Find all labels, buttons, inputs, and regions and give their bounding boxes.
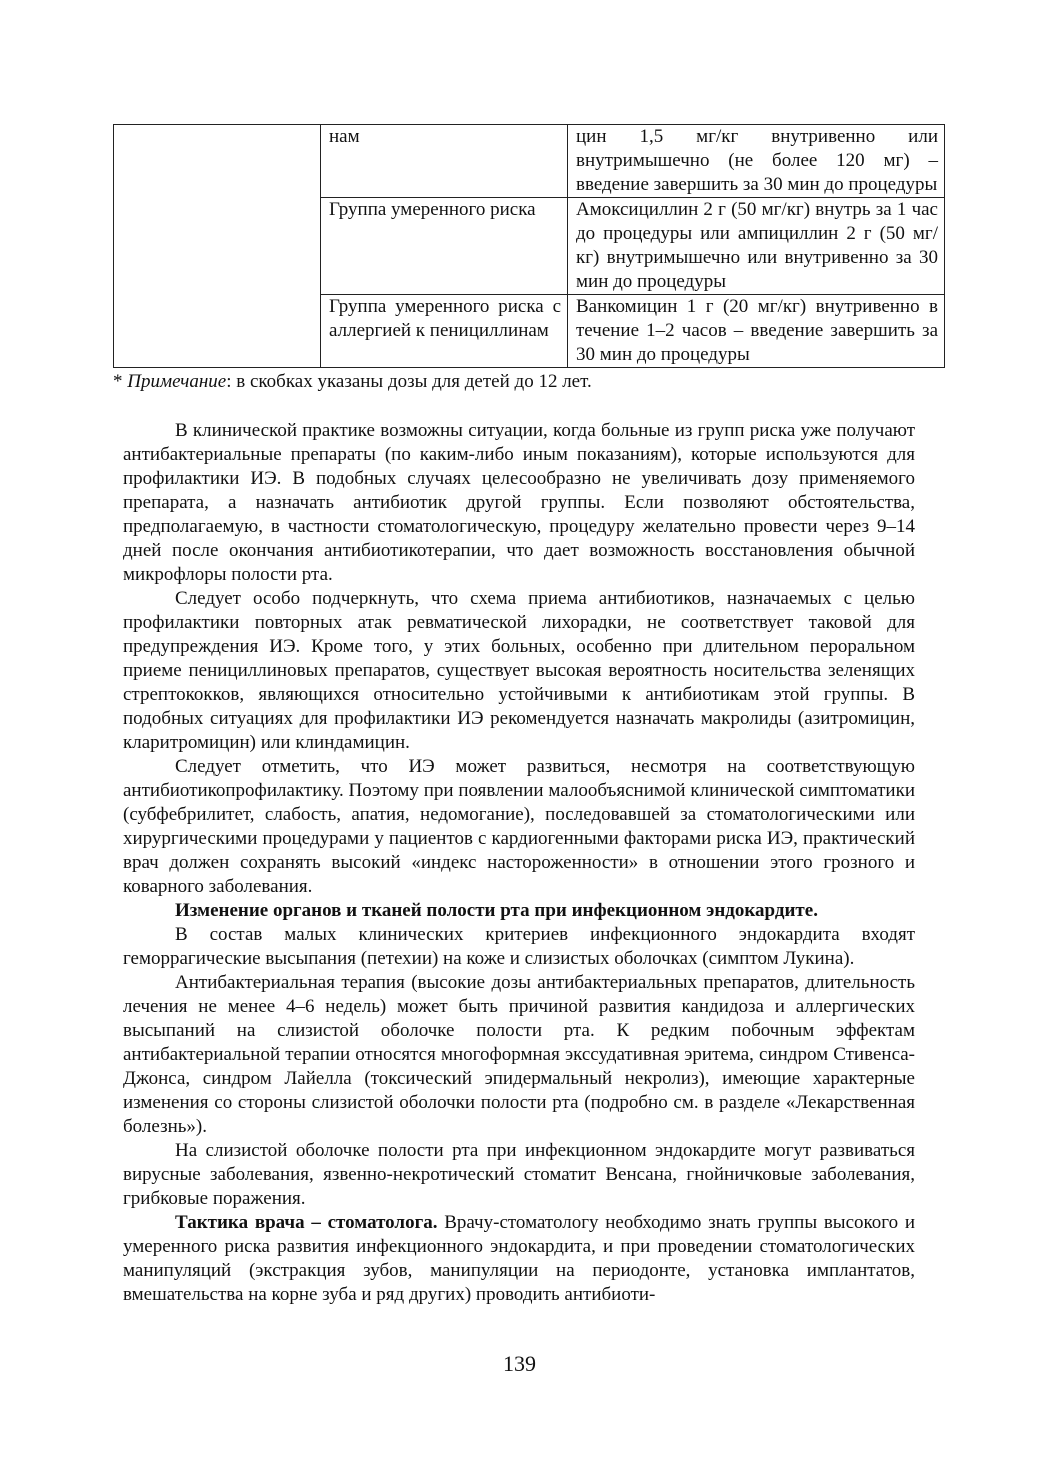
paragraph	[123, 1211, 915, 1307]
regimen-cell: цин 1,5 мг/кг внутривенно или внутримышечно (не более 120 мг) – введение завершить за 30 мин до процедуры	[568, 125, 945, 198]
body-text	[123, 419, 915, 1307]
paragraph: В клинической практике возможны ситуации, когда больные из групп риска уже получают антибактериальные препараты (по каким-либо иным показаниям), которые используются для профилактики ИЭ. В подобных случаях целесообразно не увеличивать дозу применяемого препарата, а назначать антибиотик другой группы. Если позволяют обстоятельства, предполагаемую, в частности стоматологическую, процедуру желательно провести через 9–14 дней после окончания антибиотикотерапии, что дает возможность восстановления обычной микрофлоры полости рта.	[123, 420, 915, 585]
paragraph: Следует особо подчеркнуть, что схема приема антибиотиков, назначаемых с целью профилактики повторных атак ревматической лихорадки, не соответствует таковой для предупреждения ИЭ. Кроме того, у этих больных, особенно при длительном пероральном приеме пенициллиновых препаратов, существует высокая вероятность носительства зеленящих стрептококков, являющихся относительно устойчивыми к антибиотикам этой группы. В подобных ситуациях для профилактики ИЭ рекомендуется назначать макролиды (азитромицин, кларитромицин) или клиндамицин.	[123, 588, 915, 753]
table-row	[114, 125, 945, 198]
page-number: 139	[503, 1351, 536, 1376]
paragraph-text: Врачу-стоматологу необходимо знать группы высокого и умеренного риска развития инфекционного эндокардита, и при проведении стоматологических манипуляций (экстракция зубов, манипуляции на периодонте, установка имплантатов, вмешательства на корне зуба и ряд других) проводить антибиоти-	[123, 1212, 916, 1305]
patient-group-cell: Группа умеренного риска	[321, 198, 568, 295]
footnote-label: Примечание	[127, 371, 227, 392]
paragraph: Антибактериальная терапия (высокие дозы антибактериальных препаратов, длительность лечения не менее 4–6 недель) может быть причиной развития кандидоза и аллергических высыпаний на слизистой оболочке полости рта. К редким побочным эффектам антибактериальной терапии относятся многоформная экссудативная эритема, синдром Стивенса-Джонса, синдром Лайелла (токсический эпидермальный некролиз), имеющие характерные изменения со стороны слизистой оболочки полости рта (подробно см. в разделе «Лекарственная болезнь»).	[123, 972, 915, 1137]
table-footnote	[113, 370, 933, 394]
regimen-cell: Амоксициллин 2 г (50 мг/кг) внутрь за 1 час до процедуры или ампициллин 2 г (50 мг/кг) внутримышечно или внутривенно за 30 мин до процедуры	[568, 198, 945, 295]
regimen-cell: Ванкомицин 1 г (20 мг/кг) внутривенно в течение 1–2 часов – введение завершить за 30 мин до процедуры	[568, 295, 945, 368]
paragraph: На слизистой оболочке полости рта при инфекционном эндокардите могут развиваться вирусные заболевания, язвенно-некротический стоматит Венсана, гнойничковые заболевания, грибковые поражения.	[123, 1140, 915, 1209]
inline-heading: Тактика врача – стоматолога.	[175, 1212, 438, 1233]
paragraph: В состав малых клинических критериев инфекционного эндокардита входят геморрагические высыпания (петехии) на коже и слизистых оболочках (симптом Лукина).	[123, 924, 915, 969]
patient-group-cell: Группа умеренного риска с аллергией к пенициллинам	[321, 295, 568, 368]
footnote-star: *	[113, 371, 128, 392]
paragraph: Следует отметить, что ИЭ может развиться, несмотря на соответствующую антибиотикопрофилактику. Поэтому при появлении малообъяснимой клинической симптоматики (субфебрилитет, слабость, апатия, недомогание), последовавшей за стоматологическими или хирургическими процедурами у пациентов с кардиогенными факторами риска ИЭ, практический врач должен сохранять высокий «индекс настороженности» в отношении этого грозного и коварного заболевания.	[123, 756, 915, 897]
patient-group-cell: нам	[321, 125, 568, 198]
footnote-text: : в скобках указаны дозы для детей до 12 лет.	[226, 371, 592, 392]
section-heading: Изменение органов и тканей полости рта при инфекционном эндокардите.	[175, 900, 818, 921]
risk-category-cell	[114, 125, 321, 368]
prophylaxis-dose-table	[113, 124, 945, 368]
